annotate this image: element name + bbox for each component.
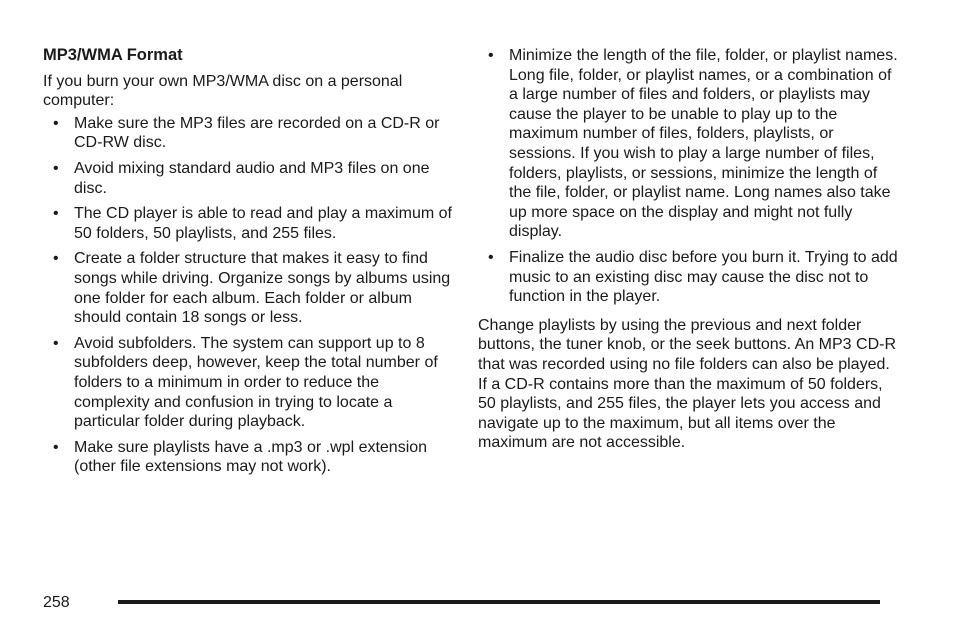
bullet-icon: • xyxy=(488,47,494,64)
list-item-text: Avoid mixing standard audio and MP3 files on one disc. xyxy=(74,159,430,197)
bullet-icon: • xyxy=(53,250,59,268)
section-heading: MP3/WMA Format xyxy=(43,46,183,64)
list-item-text: Make sure playlists have a .mp3 or .wpl extension (other file extensions may not work). xyxy=(74,438,428,476)
list-item xyxy=(43,438,453,477)
list-item-text: Minimize the length of the file, folder, or playlist names. Long file, folder, or playlist names, or a combination of a large number of files and folders, or playlists may cause the player to be unable to play up to the maximum number of files, folders, playlists, or sessions. If you wish to play a large number of files, folders, playlists, or sessions, minimize the length of the file, folder, or playlist name. Long names also take up more space on the display and might not fully display. xyxy=(509,47,898,241)
list-item xyxy=(43,204,453,243)
list-item-text: Make sure the MP3 files are recorded on a CD-R or CD-RW disc. xyxy=(74,114,440,152)
list-item xyxy=(43,159,453,198)
bullet-icon: • xyxy=(53,114,59,132)
bullet-icon: • xyxy=(488,248,494,266)
page-number: 258 xyxy=(43,594,70,611)
bullet-icon: • xyxy=(53,205,59,223)
closing-paragraph: Change playlists by using the previous and next folder buttons, the tuner knob, or the seek buttons. An MP3 CD-R that was recorded using no file folders can also be played. If a CD-R contains more than the maximum of 50 folders, 50 playlists, and 255 files, the player lets you access and navigate up to the maximum, but all items over the maximum are not accessible. xyxy=(478,316,897,452)
bullet-icon: • xyxy=(53,438,59,456)
list-item xyxy=(478,248,898,307)
list-item-text: The CD player is able to read and play a maximum of 50 folders, 50 playlists, and 255 files. xyxy=(74,205,452,242)
list-item-text: Create a folder structure that makes it easy to find songs while driving. Organize songs by albums using one folder for each album. Each folder or album should contain 18 songs or less. xyxy=(74,250,451,327)
bullet-icon: • xyxy=(53,334,59,352)
list-item-text: Finalize the audio disc before you burn it. Trying to add music to an existing disc may cause the disc not to function in the player. xyxy=(509,248,898,306)
right-bullet-list xyxy=(478,46,898,307)
list-item-text: Avoid subfolders. The system can support up to 8 subfolders deep, however, keep the total number of folders to a minimum in order to reduce the complexity and confusion in trying to locate a particular folder during playback. xyxy=(74,334,438,431)
intro-paragraph: If you burn your own MP3/WMA disc on a personal computer: xyxy=(43,72,403,110)
list-item xyxy=(43,249,453,327)
list-item xyxy=(478,46,898,242)
left-column xyxy=(43,46,453,483)
left-bullet-list xyxy=(43,114,453,477)
list-item xyxy=(43,114,453,153)
list-item xyxy=(43,334,453,432)
footer-divider xyxy=(118,600,880,604)
right-column xyxy=(478,46,898,453)
bullet-icon: • xyxy=(53,159,59,177)
